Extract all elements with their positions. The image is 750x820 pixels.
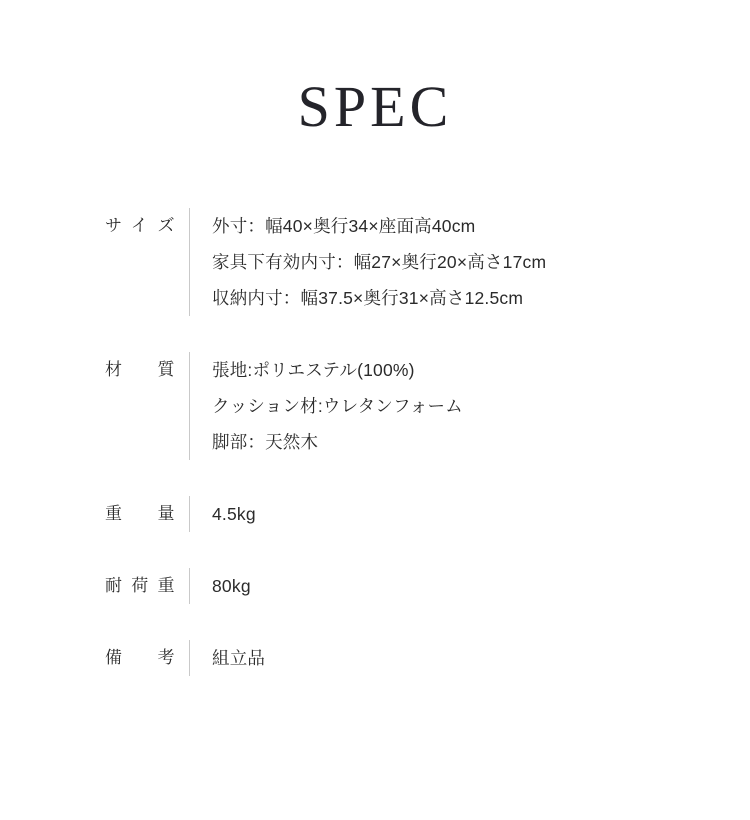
page-title: SPEC (297, 74, 453, 139)
table-row (105, 208, 665, 316)
spec-label-load-capacity: 耐荷重 (105, 576, 175, 595)
spec-table (105, 208, 665, 676)
spec-value: 収納内寸：幅37.5×奥行31×高さ12.5cm (212, 288, 524, 308)
spec-value: 家具下有効内寸：幅27×奥行20×高さ17cm (212, 252, 547, 272)
spec-values-material (189, 352, 463, 460)
spec-value: 外寸：幅40×奥行34×座面高40cm (212, 216, 476, 236)
spec-label-weight: 重 量 (105, 504, 175, 523)
spec-value: クッション材:ウレタンフォーム (212, 396, 463, 416)
spec-value: 80kg (212, 576, 251, 596)
spec-value: 4.5kg (212, 504, 256, 524)
table-row (105, 496, 665, 532)
spec-value: 脚部：天然木 (212, 432, 319, 452)
spec-label-remarks: 備 考 (105, 648, 175, 667)
table-row (105, 352, 665, 460)
table-row (105, 640, 665, 676)
spec-values-weight (189, 496, 256, 532)
table-row (105, 568, 665, 604)
spec-value: 組立品 (212, 648, 266, 668)
spec-value: 張地:ポリエステル(100%) (212, 360, 415, 380)
spec-label-material: 材 質 (105, 360, 175, 379)
spec-values-remarks (189, 640, 265, 676)
spec-values-size (189, 208, 546, 316)
spec-label-size: サイズ (105, 216, 175, 235)
spec-values-load-capacity (189, 568, 251, 604)
